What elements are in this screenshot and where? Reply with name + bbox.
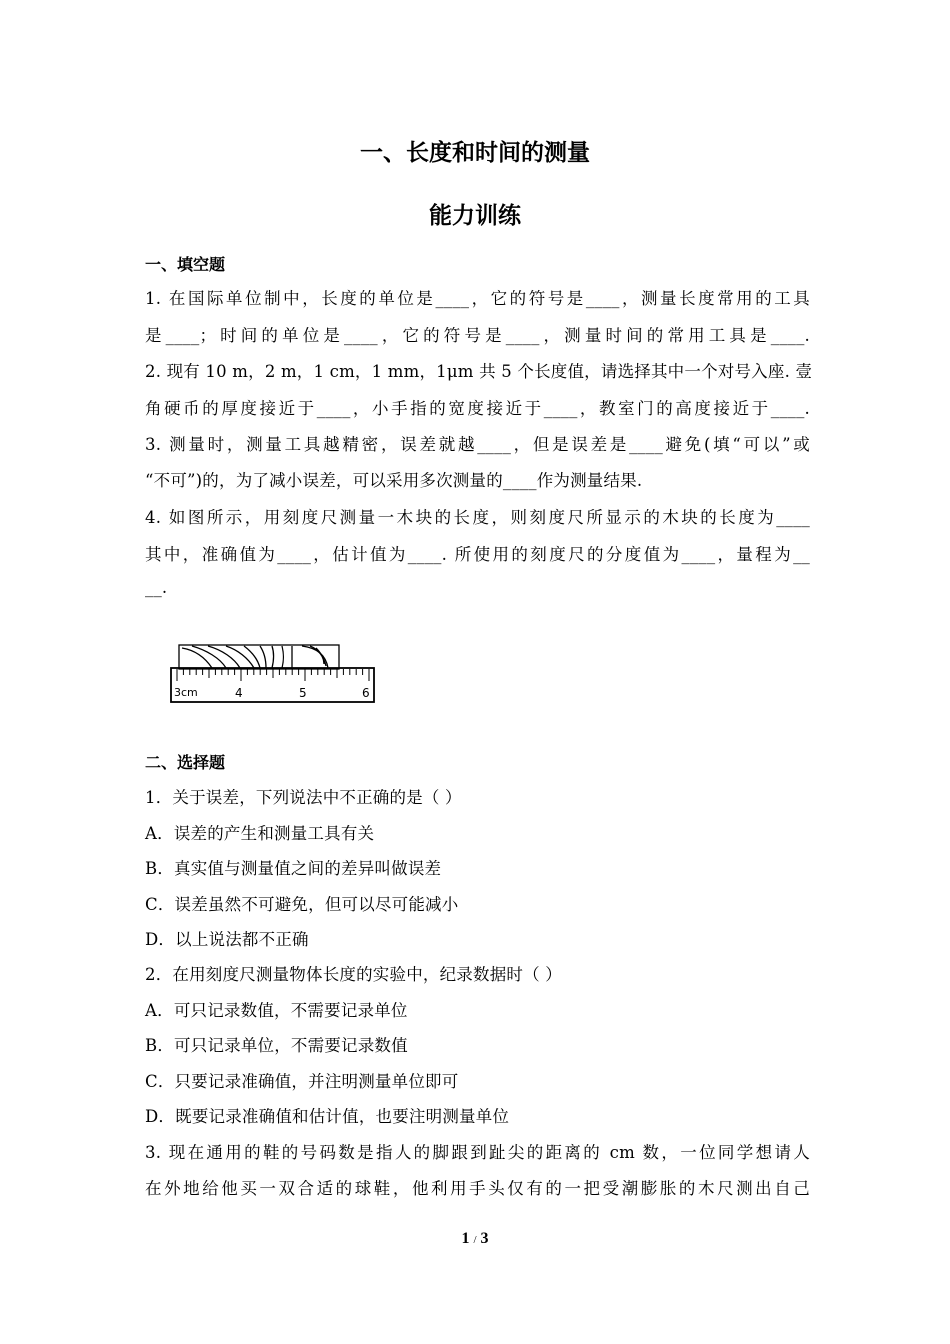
text-line: 其中，准确值为____，估计值为____. 所使用的刻度尺的分度值为____，量程为__ [145,545,810,564]
option: A．可只记录数值，不需要记录单位 [145,1001,408,1020]
text-line: 4. 如图所示，用刻度尺测量一木块的长度，则刻度尺所显示的木块的长度为____ [145,508,810,527]
wood-block [179,645,339,669]
page-number [0,1230,950,1248]
option: A．误差的产生和测量工具有关 [145,824,375,843]
text-line: __. [145,578,168,597]
text-line: 2. 现有 10 m，2 m，1 cm，1 mm，1μm 共 5 个长度值，请选择其中一个对号入座. 壹 [145,362,813,381]
option: D．以上说法都不正确 [145,930,309,949]
ruler-label: 6 [362,686,370,700]
option: C．只要记录准确值，并注明测量单位即可 [145,1072,459,1091]
section-heading-fill-blank: 一、填空题 [145,255,226,274]
text-line: 是____；时间的单位是____，它的符号是____，测量时间的常用工具是____. [145,326,810,345]
ruler-label: 3cm [174,686,198,699]
section-heading-multiple-choice: 二、选择题 [145,753,226,772]
option: B．可只记录单位，不需要记录数值 [145,1036,408,1055]
current-page: 1 [461,1230,470,1247]
text-line: “不可”)的，为了减小误差，可以采用多次测量的____作为测量结果. [145,471,643,490]
text-line: 1. 在国际单位制中，长度的单位是____，它的符号是____，测量长度常用的工具 [145,289,810,308]
option: C．误差虽然不可避免，但可以尽可能减小 [145,895,459,914]
page-subtitle: 能力训练 [429,203,521,229]
question: 2．在用刻度尺测量物体长度的实验中，纪录数据时（ ） [145,965,562,984]
page-separator: / [473,1234,477,1246]
ruler-label: 5 [299,686,307,700]
ruler-ticks [177,669,369,681]
ruler-figure [168,640,378,706]
ruler-label: 4 [235,686,243,700]
page-title: 一、长度和时间的测量 [360,140,590,166]
text-line: 在外地给他买一双合适的球鞋，他利用手头仅有的一把受潮膨胀的木尺测出自己 [145,1179,810,1198]
question: 1．关于误差，下列说法中不正确的是（ ） [145,788,462,807]
text-line: 3. 测量时，测量工具越精密，误差就越____，但是误差是____避免(填“可以”或 [145,435,810,454]
total-pages: 3 [480,1230,489,1247]
option: D．既要记录准确值和估计值，也要注明测量单位 [145,1107,510,1126]
option: B．真实值与测量值之间的差异叫做误差 [145,859,442,878]
text-line: 角硬币的厚度接近于____，小手指的宽度接近于____，教室门的高度接近于____. [145,399,810,418]
question: 3. 现在通用的鞋的号码数是指人的脚跟到趾尖的距离的 cm 数，一位同学想请人 [145,1143,810,1162]
